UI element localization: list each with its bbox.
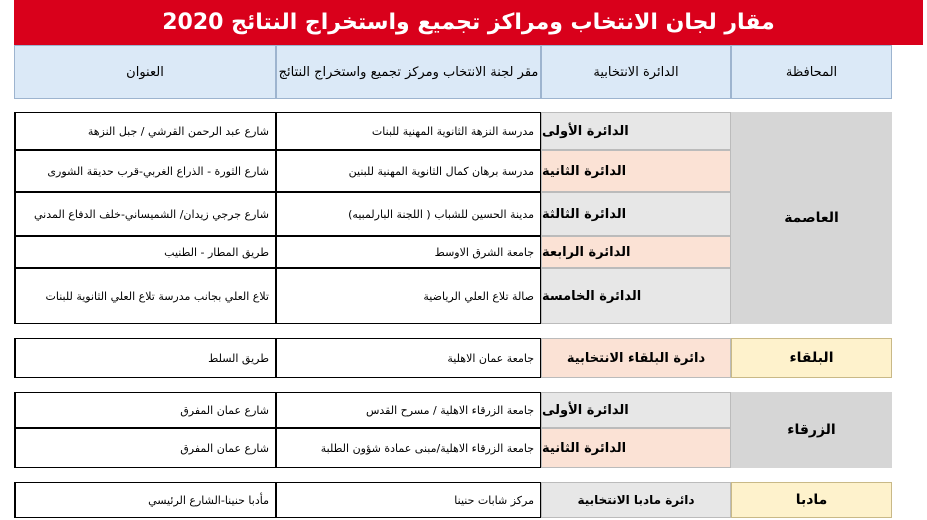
district-cell: دائرة مادبا الانتخابية [541, 482, 731, 518]
center-cell: مدينة الحسين للشباب ( اللجنة البارلمبيه) [276, 192, 541, 236]
governorate-balqa: البلقاء [731, 338, 892, 378]
header-district: الدائرة الانتخابية [541, 45, 731, 99]
address-cell: شارع عمان المفرق [14, 428, 276, 468]
center-cell: مدرسة برهان كمال الثانوية المهنية للبنين [276, 150, 541, 192]
address-cell: طريق المطار - الطنيب [14, 236, 276, 268]
address-cell: طريق السلط [14, 338, 276, 378]
center-cell: مدرسة النزهة الثانوية المهنية للبنات [276, 112, 541, 150]
district-cell: دائرة البلقاء الانتخابية [541, 338, 731, 378]
district-cell: الدائرة الثالثة [541, 192, 731, 236]
center-cell: مركز شابات حنينا [276, 482, 541, 518]
page-title: مقار لجان الانتخاب ومراكز تجميع واستخراج النتائج 2020 [14, 0, 923, 45]
governorate-madaba: مادبا [731, 482, 892, 518]
address-cell: شارع جرجي زيدان/ الشميساني-خلف الدفاع المدني [14, 192, 276, 236]
center-cell: جامعة الزرقاء الاهلية / مسرح القدس [276, 392, 541, 428]
district-cell: الدائرة الأولى [541, 112, 731, 150]
address-cell: شارع عبد الرحمن القرشي / جبل النزهة [14, 112, 276, 150]
header-governorate: المحافظة [731, 45, 892, 99]
district-cell: الدائرة الثانية [541, 428, 731, 468]
header-address: العنوان [14, 45, 276, 99]
governorate-zarqa: الزرقاء [731, 392, 892, 468]
district-cell: الدائرة الثانية [541, 150, 731, 192]
center-cell: جامعة عمان الاهلية [276, 338, 541, 378]
governorate-capital: العاصمة [731, 112, 892, 324]
address-cell: شارع عمان المفرق [14, 392, 276, 428]
center-cell: صالة تلاع العلي الرياضية [276, 268, 541, 324]
center-cell: جامعة الشرق الاوسط [276, 236, 541, 268]
center-cell: جامعة الزرقاء الاهلية/مبنى عمادة شؤون الطلبة [276, 428, 541, 468]
district-cell: الدائرة الأولى [541, 392, 731, 428]
address-cell: مأدبا حنينا-الشارع الرئيسي [14, 482, 276, 518]
address-cell: تلاع العلي بجانب مدرسة تلاع العلي الثانوية للبنات [14, 268, 276, 324]
district-cell: الدائرة الخامسة [541, 268, 731, 324]
address-cell: شارع الثورة - الذراع الغربي-قرب حديقة الشورى [14, 150, 276, 192]
district-cell: الدائرة الرابعة [541, 236, 731, 268]
header-center: مقر لجنة الانتخاب ومركز تجميع واستخراج النتائج [276, 45, 541, 99]
